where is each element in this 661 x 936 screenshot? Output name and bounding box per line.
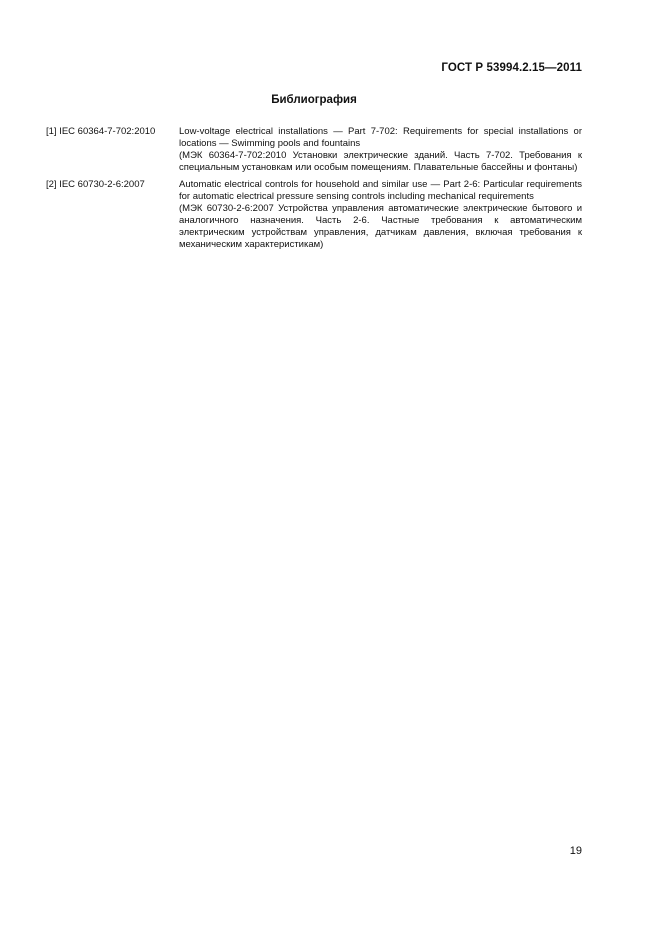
bibliography-body (179, 126, 582, 174)
page-number: 19 (569, 845, 582, 857)
bibliography-list (46, 126, 582, 256)
bibliography-english-title: Low-voltage electrical installations — Part 7-702: Requirements for special installations or locations — Swimming pools and fountains (179, 126, 582, 149)
bibliography-russian-title: (МЭК 60364-7-702:2010 Установки электрические зданий. Часть 7-702. Требования к специальным установкам или особым помещениям. Плавательные бассейны и фонтаны) (179, 150, 582, 173)
standard-code: ГОСТ Р 53994.2.15—2011 (441, 62, 582, 74)
bibliography-entry (46, 126, 582, 174)
section-title: Библиография (271, 94, 357, 106)
bibliography-entry (46, 179, 582, 251)
bibliography-english-title: Automatic electrical controls for household and similar use — Part 2-6: Particular requirements for automatic electrical pressure sensing controls including mechanical requirements (179, 179, 582, 202)
bibliography-russian-title: (МЭК 60730-2-6:2007 Устройства управления автоматические электрические бытового и аналогичного назначения. Часть 2-6. Частные требования к автоматическим электрическим устройствам управления, датчикам давления, включая требования к механическим характеристикам) (179, 203, 582, 250)
bibliography-reference: [2] IEC 60730-2-6:2007 (46, 179, 145, 190)
bibliography-body (179, 179, 582, 251)
bibliography-reference: [1] IEC 60364-7-702:2010 (46, 126, 156, 137)
